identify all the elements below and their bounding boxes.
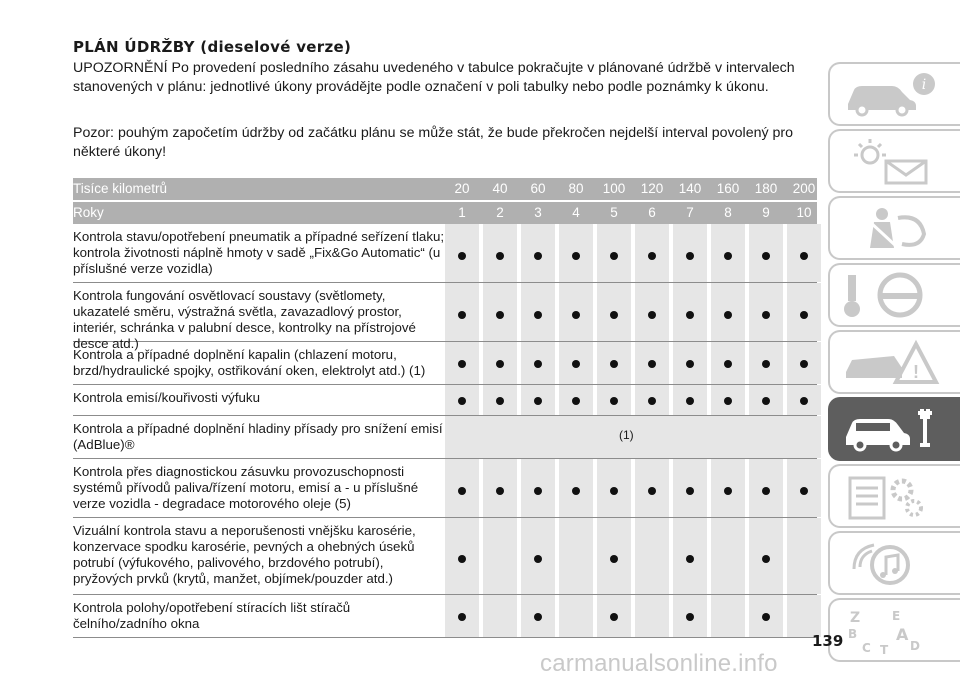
km-header-cell: 20 — [454, 181, 470, 196]
check-dot — [458, 311, 466, 319]
row-label: Kontrola fungování osvětlovací soustavy (světlomety, ukazatelé směru, výstražná světla, zavazadlový prostor, interiér, schránka v palubní desce, kontrolky na přístrojové desce atd.) — [73, 288, 416, 351]
sidebar-tab[interactable] — [828, 196, 960, 260]
table-row — [73, 416, 817, 459]
sidebar-tab[interactable] — [828, 397, 960, 461]
check-dot — [610, 487, 618, 495]
table-row — [73, 459, 817, 518]
svg-text:T: T — [880, 643, 889, 656]
year-header-cell: 2 — [496, 205, 504, 220]
check-dot — [534, 252, 542, 260]
sidebar-tab[interactable] — [828, 330, 960, 394]
table-row — [73, 283, 817, 351]
check-dot — [534, 613, 542, 621]
check-dot — [496, 252, 504, 260]
table-row — [73, 224, 817, 283]
check-dot — [724, 487, 732, 495]
check-dot — [762, 311, 770, 319]
check-dot — [572, 487, 580, 495]
check-dot — [496, 397, 504, 405]
km-header-cell: 80 — [568, 181, 584, 196]
svg-text:!: ! — [913, 362, 919, 382]
sidebar-tab[interactable] — [828, 531, 960, 595]
page-title: PLÁN ÚDRŽBY (dieselové verze) — [73, 38, 352, 56]
check-dot — [724, 397, 732, 405]
check-dot — [534, 555, 542, 563]
check-dot — [762, 252, 770, 260]
interval-column-bg — [787, 595, 821, 637]
check-dot — [610, 613, 618, 621]
interval-column-bg — [483, 595, 517, 637]
interval-column-bg — [559, 518, 593, 594]
years-header-label: Roky — [73, 205, 104, 220]
year-header-cell: 10 — [796, 205, 812, 220]
svg-text:E: E — [892, 609, 901, 623]
check-dot — [610, 397, 618, 405]
km-header-cell: 180 — [754, 181, 778, 196]
km-header-cell: 60 — [530, 181, 546, 196]
svg-text:Z: Z — [850, 610, 861, 626]
check-dot — [648, 487, 656, 495]
sidebar-tab[interactable] — [828, 464, 960, 528]
check-dot — [648, 252, 656, 260]
interval-column-bg — [711, 595, 745, 637]
year-header-cell: 7 — [686, 205, 694, 220]
interval-column-bg — [483, 518, 517, 594]
check-dot — [686, 613, 694, 621]
svg-text:B: B — [848, 627, 858, 641]
year-header-cell: 5 — [610, 205, 618, 220]
table-row — [73, 518, 817, 595]
note-paragraph: Pozor: pouhým započetím údržby od začátku plánu se může stát, že bude překročen nejdelší interval povolený pro některé úkony! — [73, 125, 794, 160]
check-dot — [686, 311, 694, 319]
km-header-cell: 120 — [640, 181, 664, 196]
row-label: Kontrola a případné doplnění kapalin (chlazení motoru, brzd/hydraulické spojky, ostřikování oken, elektrolyt atd.) (1) — [73, 347, 426, 378]
svg-text:C: C — [862, 641, 871, 655]
check-dot — [724, 311, 732, 319]
watermark: carmanualsonline.info — [540, 650, 778, 677]
check-dot — [800, 311, 808, 319]
check-dot — [686, 252, 694, 260]
km-header-cell: 200 — [792, 181, 816, 196]
year-header-cell: 3 — [534, 205, 542, 220]
km-header-cell: 140 — [678, 181, 702, 196]
row-label: Kontrola stavu/opotřebení pneumatik a případné seřízení tlaku; kontrola životnosti náplně hmoty v sadě „Fix&Go Automatic“ (u příslušné verze vozidla) — [73, 229, 445, 276]
interval-column-bg — [635, 518, 669, 594]
km-header-row — [73, 178, 817, 200]
warning-paragraph: UPOZORNĚNÍ Po provedení posledního zásahu uvedeného v tabulce pokračujte v plánované údržbě v intervalech stanovených v plánu: jednotlivé úkony provádějte podle označení v poli tabulky nebo podle poznámky k úkonu. — [73, 60, 795, 95]
sidebar-tab[interactable] — [828, 263, 960, 327]
check-dot — [686, 487, 694, 495]
svg-text:A: A — [896, 625, 909, 644]
check-dot — [762, 397, 770, 405]
interval-column-bg — [787, 518, 821, 594]
km-header-cell: 40 — [492, 181, 508, 196]
svg-text:D: D — [910, 639, 920, 653]
km-header-label: Tisíce kilometrů — [73, 181, 168, 196]
interval-note: (1) — [619, 428, 634, 442]
check-dot — [610, 360, 618, 368]
year-header-cell: 6 — [648, 205, 656, 220]
check-dot — [724, 252, 732, 260]
interval-column-bg — [711, 518, 745, 594]
check-dot — [800, 487, 808, 495]
check-dot — [458, 252, 466, 260]
row-label: Vizuální kontrola stavu a neporušenosti vnějšku karosérie, konzervace spodku karosérie, pevných a ohebných úseků potrubí (výfukového, palivového, brzdového potrubí), pryžových prvků (krytů, manžet, objímek/pouzder atd.) — [73, 523, 416, 586]
table-row — [73, 595, 817, 638]
year-header-cell: 9 — [762, 205, 770, 220]
table-row — [73, 385, 817, 416]
sidebar-tab[interactable] — [828, 598, 960, 662]
check-dot — [572, 360, 580, 368]
check-dot — [724, 360, 732, 368]
check-dot — [458, 487, 466, 495]
row-label: Kontrola přes diagnostickou zásuvku provozuschopnosti systémů přívodů paliva/řízení motoru, emisí a - u příslušné verze vozidla - degradace motorového oleje (5) — [73, 464, 419, 511]
interval-column-bg — [635, 595, 669, 637]
check-dot — [610, 555, 618, 563]
row-label: Kontrola polohy/opotřebení stíracích lišt stíračů čelního/zadního okna — [73, 600, 351, 631]
check-dot — [458, 555, 466, 563]
km-header-cell: 160 — [716, 181, 740, 196]
row-label: Kontrola a případné doplnění hladiny přísady pro snížení emisí (AdBlue)® — [73, 421, 443, 452]
year-header-cell: 1 — [458, 205, 466, 220]
table-row — [73, 342, 817, 385]
check-dot — [458, 397, 466, 405]
maintenance-table-body — [73, 224, 817, 638]
check-dot — [800, 397, 808, 405]
check-dot — [648, 397, 656, 405]
years-header-row — [73, 202, 817, 224]
check-dot — [458, 360, 466, 368]
check-dot — [686, 397, 694, 405]
check-dot — [686, 360, 694, 368]
page-number: 139 — [812, 632, 844, 650]
check-dot — [610, 311, 618, 319]
check-dot — [496, 360, 504, 368]
check-dot — [534, 360, 542, 368]
check-dot — [496, 311, 504, 319]
km-header-cell: 100 — [602, 181, 626, 196]
check-dot — [648, 360, 656, 368]
row-label: Kontrola emisí/kouřivosti výfuku — [73, 390, 260, 405]
check-dot — [762, 555, 770, 563]
check-dot — [648, 311, 656, 319]
check-dot — [534, 397, 542, 405]
svg-text:i: i — [921, 77, 927, 93]
check-dot — [762, 360, 770, 368]
check-dot — [800, 252, 808, 260]
check-dot — [534, 311, 542, 319]
check-dot — [762, 487, 770, 495]
check-dot — [458, 613, 466, 621]
check-dot — [534, 487, 542, 495]
check-dot — [572, 397, 580, 405]
check-dot — [610, 252, 618, 260]
check-dot — [496, 487, 504, 495]
interval-column-bg — [559, 595, 593, 637]
check-dot — [686, 555, 694, 563]
check-dot — [800, 360, 808, 368]
year-header-cell: 4 — [572, 205, 580, 220]
check-dot — [762, 613, 770, 621]
sidebar-tab[interactable] — [828, 129, 960, 193]
check-dot — [572, 252, 580, 260]
sidebar-tab[interactable] — [828, 62, 960, 126]
check-dot — [572, 311, 580, 319]
maintenance-table — [73, 178, 817, 638]
year-header-cell: 8 — [724, 205, 732, 220]
